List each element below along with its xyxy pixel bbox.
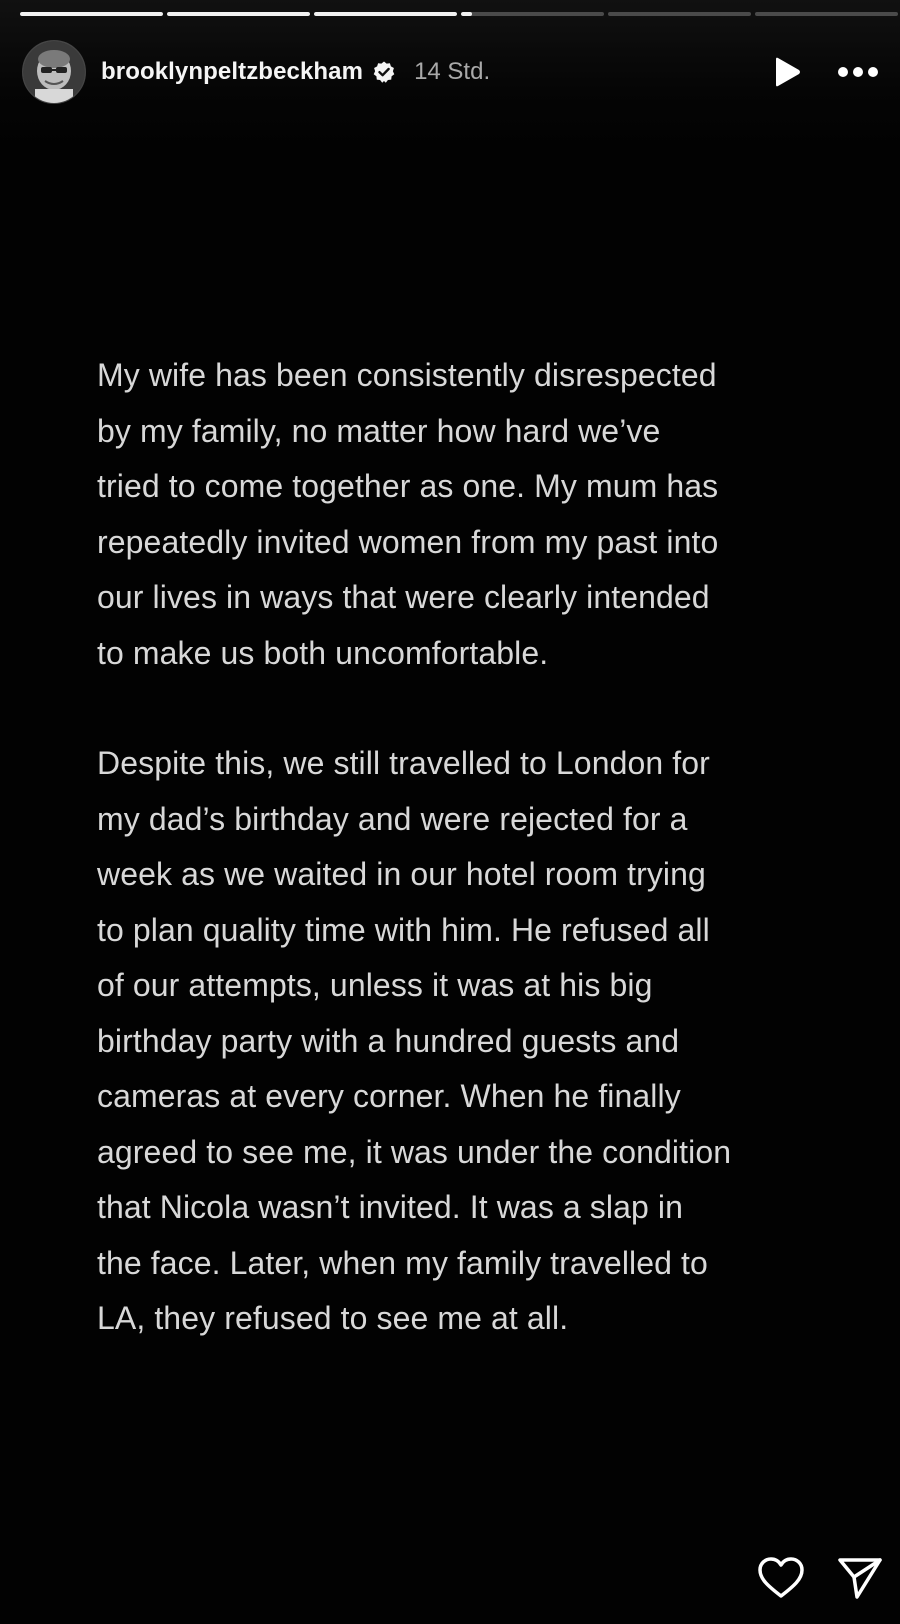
- text-line: my dad’s birthday and were rejected for a: [97, 800, 688, 837]
- text-line: birthday party with a hundred guests and: [97, 1022, 680, 1059]
- username[interactable]: brooklynpeltzbeckham: [101, 58, 364, 85]
- post-time: 14 Std.: [414, 58, 491, 85]
- text-line: the face. Later, when my family travelled to: [97, 1244, 708, 1281]
- progress-segment: [608, 12, 751, 16]
- like-button[interactable]: [756, 1555, 806, 1601]
- progress-fill: [167, 12, 310, 16]
- play-button[interactable]: [772, 56, 802, 88]
- text-line: of our attempts, unless it was at his big: [97, 967, 653, 1003]
- text-line: tried to come together as one. My mum has: [97, 468, 719, 504]
- avatar[interactable]: [22, 40, 86, 104]
- progress-segment: [167, 12, 310, 16]
- progress-segment: [314, 12, 457, 16]
- progress-segment: [755, 12, 898, 16]
- story-text: [97, 348, 837, 1347]
- progress-fill: [20, 12, 163, 16]
- paragraph-2: [97, 736, 837, 1347]
- send-icon: [836, 1555, 884, 1601]
- progress-fill: [314, 12, 457, 16]
- text-line: cameras at every corner. When he finally: [97, 1078, 681, 1114]
- play-icon: [772, 56, 802, 88]
- text-line: LA, they refused to see me at all.: [97, 1300, 569, 1336]
- story-user-row: [22, 40, 490, 104]
- paragraph-1: [97, 348, 837, 681]
- heart-icon: [756, 1555, 806, 1601]
- text-line: to make us both uncomfortable.: [97, 634, 549, 671]
- text-line: that Nicola wasn’t invited. It was a slap in: [97, 1189, 684, 1225]
- text-line: agreed to see me, it was under the condition: [97, 1133, 732, 1170]
- text-line: My wife has been consistently disrespected: [97, 357, 717, 393]
- text-line: repeatedly invited women from my past into: [97, 523, 719, 560]
- avatar-image: [23, 41, 85, 103]
- text-line: Despite this, we still travelled to London for: [97, 745, 710, 781]
- send-button[interactable]: [836, 1555, 884, 1601]
- more-options-button[interactable]: [836, 60, 880, 84]
- progress-segment: [20, 12, 163, 16]
- text-line: to plan quality time with him. He refused all: [97, 911, 710, 948]
- text-line: our lives in ways that were clearly intended: [97, 579, 710, 615]
- more-options-icon: [836, 60, 880, 84]
- story-progress-bar: [20, 12, 898, 16]
- progress-segment: [461, 12, 604, 16]
- text-line: by my family, no matter how hard we’ve: [97, 412, 661, 449]
- progress-fill: [461, 12, 472, 16]
- text-line: week as we waited in our hotel room trying: [97, 856, 706, 892]
- verified-badge-icon: [372, 60, 396, 84]
